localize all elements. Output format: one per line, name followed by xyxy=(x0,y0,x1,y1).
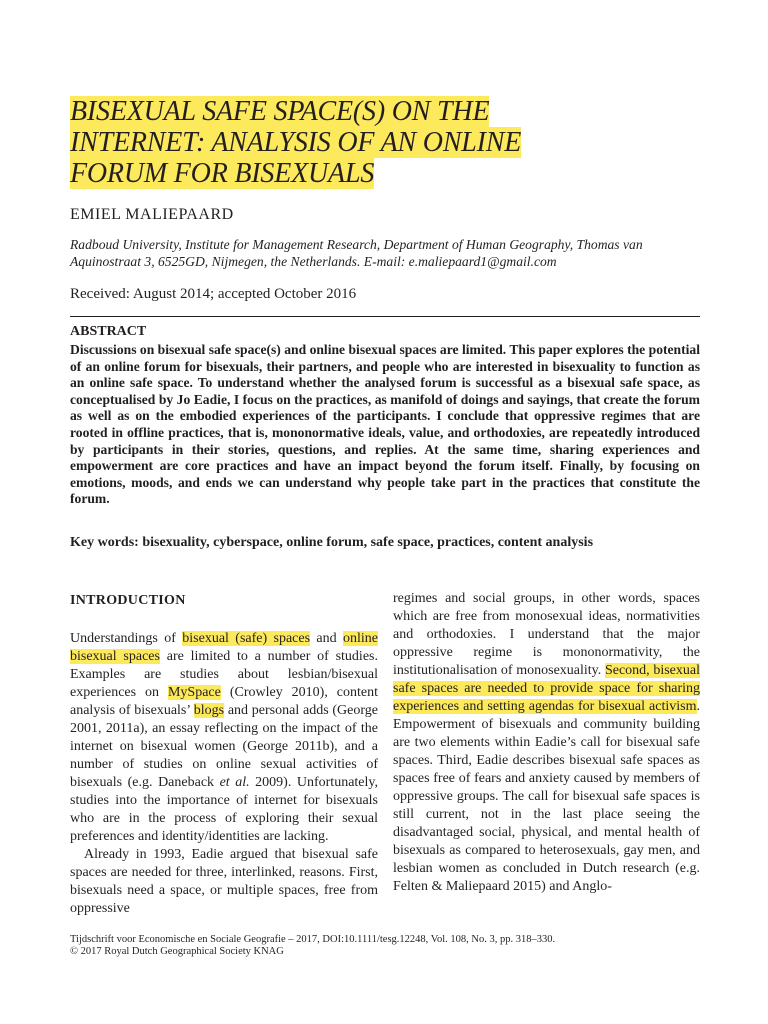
text-run: (Crowley 2010), content analysis of bisexuals’ xyxy=(70,685,378,718)
abstract-heading: ABSTRACT xyxy=(70,324,147,339)
text-run: are limited to a number of studies. Examples are studies about lesbian/bisexual experiences on xyxy=(70,649,378,700)
italic-text: et al. xyxy=(219,775,250,790)
highlighted-text: blogs xyxy=(193,703,225,718)
author-affiliation: Radboud University, Institute for Management Research, Department of Human Geography, Thomas van Aquinostraat 3, 6525GD, Nijmegen, the Netherlands. E-mail: e.maliepaard1@gmail.com xyxy=(70,237,643,269)
abstract-body: Discussions on bisexual safe space(s) and online bisexual spaces are limited. This paper explores the potential of an online forum for bisexuals, their partners, and people who are interested in bisexuality to function as an online safe space. To understand whether the analysed forum is successful as a bisexual safe space, as conceptualised by Jo Eadie, I focus on the practices, as manifold of doings and sayings, that create the forum as well as on the embodied experiences of the participants. I conclude that oppressive regimes that are rooted in offline practices, that is, mononormative ideals, value, and orthodoxies, are repeatedly introduced by participants in their stories, questions, and replies. At the same time, sharing experiences and empowerment are core practices and have an impact beyond the forum itself. Finally, by focusing on emotions, moods, and ends we can understand why people take part in the practices that constitute the forum. xyxy=(70,342,700,507)
title-line-3: FORUM FOR BISEXUALS xyxy=(70,158,375,189)
keywords xyxy=(70,535,593,551)
keywords-label: Key words: xyxy=(70,535,139,550)
section-heading-introduction: INTRODUCTION xyxy=(70,593,186,608)
text-run: and xyxy=(310,631,343,646)
journal-citation: Tijdschrift voor Economische en Sociale Geografie – 2017, DOI:10.1111/tesg.12248, Vol. 108, No. 3, pp. 318–330. xyxy=(70,934,556,945)
intro-paragraph-2-continued xyxy=(393,590,700,896)
title-line-2: INTERNET: ANALYSIS OF AN ONLINE xyxy=(70,127,522,158)
intro-paragraph-2: Already in 1993, Eadie argued that bisexual safe spaces are needed for three, interlinked, reasons. First, bisexuals need a space, or multiple spaces, free from oppressive xyxy=(70,847,378,916)
text-run: . Empowerment of bisexuals and community building are two elements within Eadie’s call for bisexual safe spaces. Third, Eadie describes bisexual safe spaces as spaces free of fears and anxiety caused by members of oppressive groups. The call for bisexual safe spaces is still current, not in the last place seeing the disadvantaged social, physical, and mental health of bisexuals as compared to heterosexuals, gay men, and lesbian women as concluded in Dutch research (e.g. Felten & Maliepaard 2015) and Anglo- xyxy=(393,699,700,894)
author-name: EMIEL MALIEPAARD xyxy=(70,206,234,223)
divider xyxy=(70,316,700,317)
left-column xyxy=(70,592,378,918)
keywords-list: bisexuality, cyberspace, online forum, safe space, practices, content analysis xyxy=(142,535,594,550)
highlighted-text: bisexual (safe) spaces xyxy=(182,631,311,646)
highlighted-text: online bisexual spaces xyxy=(70,631,378,664)
text-run: regimes and social groups, in other words, spaces which are free from monosexual ideas, normativities and orthodoxies. I understand that the major oppressive regime is mononormativity, the institutionalisation of monosexuality. xyxy=(393,591,700,678)
highlighted-text: Second, bisexual safe spaces are needed to provide space for sharing experiences and setting agendas for bisexual activism xyxy=(393,663,700,714)
journal-footer xyxy=(70,934,555,958)
copyright-notice: © 2017 Royal Dutch Geographical Society KNAG xyxy=(70,946,284,957)
article-title xyxy=(70,96,690,189)
highlighted-text: MySpace xyxy=(167,685,221,700)
text-run: 2009). Unfortunately, studies into the importance of internet for bisexuals who are in the process of exploring their sexual preferences and identity/identities are lacking. xyxy=(70,775,378,844)
intro-paragraph-1 xyxy=(70,630,378,846)
right-column xyxy=(393,590,700,896)
text-run: and personal adds (George 2001, 2011a), an essay reflecting on the impact of the internet on bisexual women (George 2011b), and a number of studies on online sexual activities of bisexuals (e.g. Daneback xyxy=(70,703,378,790)
title-line-1: BISEXUAL SAFE SPACE(S) ON THE xyxy=(70,96,490,127)
received-dates: Received: August 2014; accepted October 2016 xyxy=(70,286,357,302)
text-run: Understandings of xyxy=(70,631,183,646)
